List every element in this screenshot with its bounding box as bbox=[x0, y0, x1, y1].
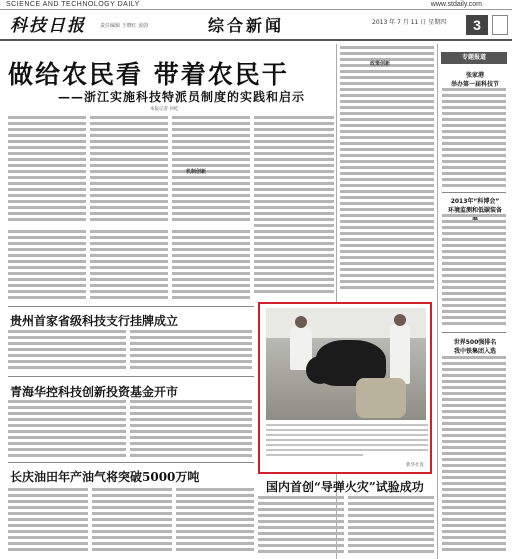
news-photo[interactable] bbox=[266, 308, 426, 420]
article-2-headline[interactable]: 青海华控科技创新投资基金开市 bbox=[10, 385, 179, 399]
article-1-body-a bbox=[8, 330, 126, 372]
article-1-body-b bbox=[130, 330, 252, 372]
sidebar-item-1-body bbox=[442, 88, 506, 188]
section-title: 综合新闻 bbox=[208, 16, 285, 35]
photo-person-left-head bbox=[295, 316, 307, 328]
masthead-rule bbox=[0, 39, 512, 41]
divider-3 bbox=[8, 462, 254, 463]
article-1-headline[interactable]: 贵州首家省级科技支行挂牌成立 bbox=[10, 314, 179, 328]
sidebar-header: 专题报道 bbox=[441, 52, 507, 64]
main-article-column-2 bbox=[90, 116, 168, 224]
page-number-badge: 3 bbox=[466, 15, 488, 35]
divider-2 bbox=[8, 376, 254, 377]
article-2-body-b bbox=[130, 400, 252, 458]
sidebar-item-3-body bbox=[442, 356, 506, 556]
article-2-body-a bbox=[8, 400, 126, 458]
masthead-english-name: SCIENCE AND TECHNOLOGY DAILY bbox=[6, 1, 140, 8]
sidebar-item-2-text: 2013年“科博会” 环境监测和低碳装备 bbox=[448, 198, 503, 214]
sidebar-item-3-text: 世界500强排名 我中铁集团入选 bbox=[453, 339, 497, 355]
main-article-column-3b bbox=[172, 176, 250, 226]
divider-1 bbox=[8, 306, 254, 307]
main-headline[interactable]: 做给农民看 带着农民干 bbox=[8, 60, 289, 89]
editor-line: 责任编辑 王晓红 姜蔚 bbox=[100, 23, 149, 29]
news-photo-frame[interactable] bbox=[258, 302, 432, 474]
photo-credit: 新华社发 bbox=[406, 463, 424, 468]
issue-date-text: 2013 年 7 月 11 日 bbox=[372, 19, 427, 26]
sidebar-item-1-text: 张家港 举办第一届科技节 bbox=[450, 72, 499, 88]
issue-date bbox=[372, 17, 446, 26]
article-3-headline[interactable]: 长庆油田年产油气将突破5000万吨 bbox=[10, 470, 200, 484]
main-article-column-1b bbox=[8, 230, 86, 302]
photo-person-right-head bbox=[394, 314, 406, 326]
article-4-body-b bbox=[348, 496, 434, 556]
main-article-column-2b bbox=[90, 230, 168, 302]
article-4-body-a bbox=[258, 496, 344, 556]
main-article-subhead-2: 政策创新 bbox=[370, 61, 391, 67]
masthead-decoration bbox=[492, 15, 508, 35]
article-3-body-a bbox=[8, 488, 88, 556]
sidebar-divider-1 bbox=[442, 192, 506, 193]
column-divider-right bbox=[437, 44, 438, 559]
masthead bbox=[0, 0, 512, 40]
photo-person-right bbox=[390, 324, 410, 384]
main-subhead: ——浙江实施科技特派员制度的实践和启示 bbox=[58, 90, 306, 104]
article-3-body-b bbox=[92, 488, 172, 556]
sidebar-divider-2 bbox=[442, 332, 506, 333]
article-4-headline[interactable]: 国内首创“导弹火灾”试验成功 bbox=[266, 480, 424, 494]
newspaper-logo: 科技日报 bbox=[10, 16, 86, 36]
main-article-column-3c bbox=[172, 230, 250, 302]
main-article-column-4 bbox=[254, 116, 334, 296]
sidebar-item-1-title[interactable] bbox=[448, 70, 502, 88]
sidebar-item-3-title[interactable] bbox=[448, 337, 502, 355]
article-3-body-c bbox=[176, 488, 254, 556]
main-article-column-5 bbox=[340, 46, 434, 296]
photo-cow-head bbox=[306, 356, 334, 384]
photo-caption bbox=[266, 424, 428, 459]
issue-weekday: 星期四 bbox=[428, 19, 447, 26]
main-article-subhead-1: 机制创新 bbox=[186, 169, 207, 175]
main-article-column-1 bbox=[8, 116, 86, 224]
sidebar-item-2-body bbox=[442, 214, 506, 328]
masthead-url[interactable]: www.stdaily.com bbox=[430, 1, 482, 8]
main-byline: 本报记者 何屹 bbox=[150, 107, 179, 112]
photo-hay-bale bbox=[356, 378, 406, 418]
